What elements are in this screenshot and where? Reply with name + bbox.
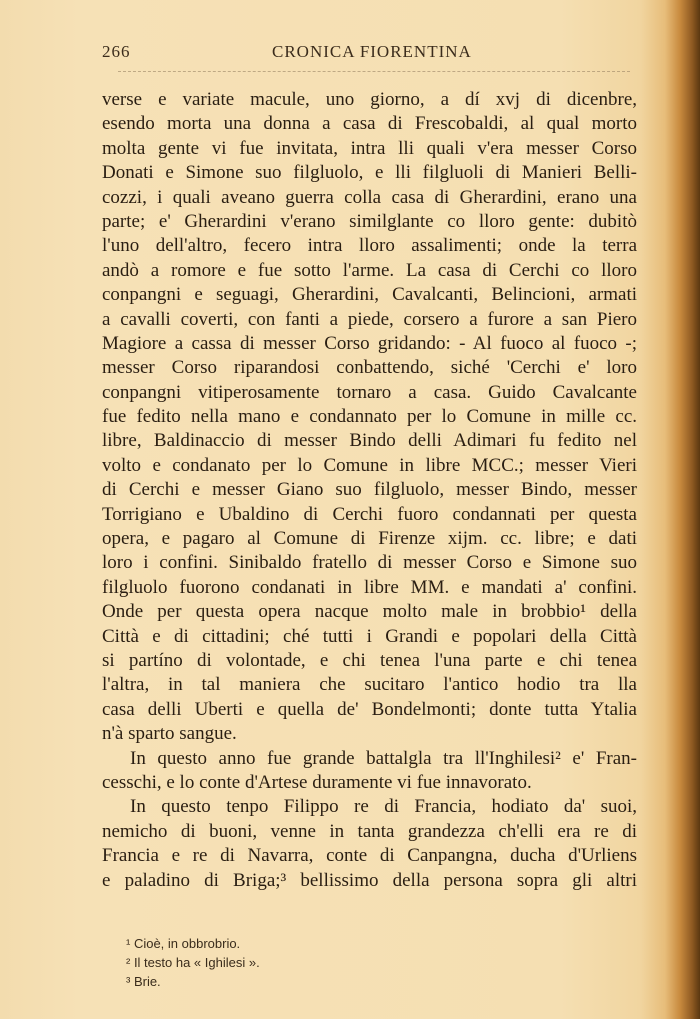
text-line: filgluolo fuorono condanati in libre MM. e mandati a' confini. xyxy=(102,576,637,598)
text-line: parte; e' Gherardini v'erano similglante co lloro gente: dubitò xyxy=(102,210,637,232)
text-line: l'altra, in tal maniera che sucitaro l'antico hodio tra lla xyxy=(102,674,637,696)
footnote: ² Il testo ha « Ighilesi ». xyxy=(126,955,260,970)
footnote: ³ Brie. xyxy=(126,974,161,989)
text-line: cesschi, e lo conte d'Artese duramente vi fue innavorato. xyxy=(102,771,532,793)
text-line: andò a romore e fue sotto l'arme. La casa di Cerchi co lloro xyxy=(102,259,637,281)
text-line: conpangni vitiperosamente tornaro a casa. Guido Cavalcante xyxy=(102,381,637,403)
text-line: a cavalli coverti, con fanti a piede, corsero a furore a san Piero xyxy=(102,308,637,330)
text-line: esendo morta una donna a casa di Frescobaldi, al qual morto xyxy=(102,113,637,135)
text-line: volto e condanato per lo Comune in libre MCC.; messer Vieri xyxy=(102,454,637,476)
body-text xyxy=(102,88,637,893)
text-line: In questo tenpo Filippo re di Francia, hodiato da' suoi, xyxy=(130,796,637,818)
text-line: n'à sparto sangue. xyxy=(102,723,237,745)
footnotes xyxy=(126,934,526,991)
header-rule xyxy=(118,71,630,72)
text-line: e paladino di Briga;³ bellissimo della persona sopra gli altri xyxy=(102,869,637,891)
text-line: Magiore a cassa di messer Corso gridando: - Al fuoco al fuoco -; xyxy=(102,332,637,354)
text-line: Francia e re di Navarra, conte di Canpangna, ducha d'Urliens xyxy=(102,845,637,867)
text-line: In questo anno fue grande battalgla tra ll'Inghilesi² e' Fran- xyxy=(130,747,637,769)
text-line: messer Corso riparandosi conbattendo, siché 'Cerchi e' loro xyxy=(102,357,637,379)
text-line: si partíno di volontade, e chi tenea l'una parte e chi tenea xyxy=(102,649,637,671)
text-line: Donati e Simone suo filgluolo, e lli filgluoli di Manieri Belli- xyxy=(102,162,637,184)
text-line: casa delli Uberti e quella de' Bondelmonti; donte tutta Ytalia xyxy=(102,698,637,720)
text-line: Onde per questa opera nacque molto male in brobbio¹ della xyxy=(102,601,637,623)
text-line: fue fedito nella mano e condannato per lo Comune in mille cc. xyxy=(102,406,637,428)
text-line: libre, Baldinaccio di messer Bindo delli Adimari fu fedito nel xyxy=(102,430,637,452)
text-line: l'uno dell'altro, fecero intra lloro assalimenti; onde la terra xyxy=(102,235,637,257)
text-line: verse e variate macule, uno giorno, a dí xvj di dicenbre, xyxy=(102,89,637,110)
page-number: 266 xyxy=(102,42,131,61)
page-header xyxy=(102,42,636,68)
text-line: di Cerchi e messer Giano suo filgluolo, messer Bindo, messer xyxy=(102,479,637,501)
text-line: conpangni e seguagi, Gherardini, Cavalcanti, Belincioni, armati xyxy=(102,284,637,306)
text-line: cozzi, i quali aveano guerra colla casa di Gherardini, erano una xyxy=(102,186,637,208)
text-line: Torrigiano e Ubaldino di Cerchi fuoro condannati per questa xyxy=(102,503,637,525)
text-line: molta gente vi fue invitata, intra lli quali v'era messer Corso xyxy=(102,137,637,159)
footnote: ¹ Cioè, in obbrobrio. xyxy=(126,936,241,951)
text-line: Città e di cittadini; ché tutti i Grandi e popolari della Città xyxy=(102,625,637,647)
text-line: loro i confini. Sinibaldo fratello di messer Corso e Simone suo xyxy=(102,552,637,574)
text-line: opera, e pagaro al Comune di Firenze xijm. cc. libre; e dati xyxy=(102,528,637,550)
text-line: nemicho di buoni, venne in tanta grandezza ch'elli era re di xyxy=(102,820,637,842)
running-title: CRONICA FIORENTINA xyxy=(272,42,472,61)
